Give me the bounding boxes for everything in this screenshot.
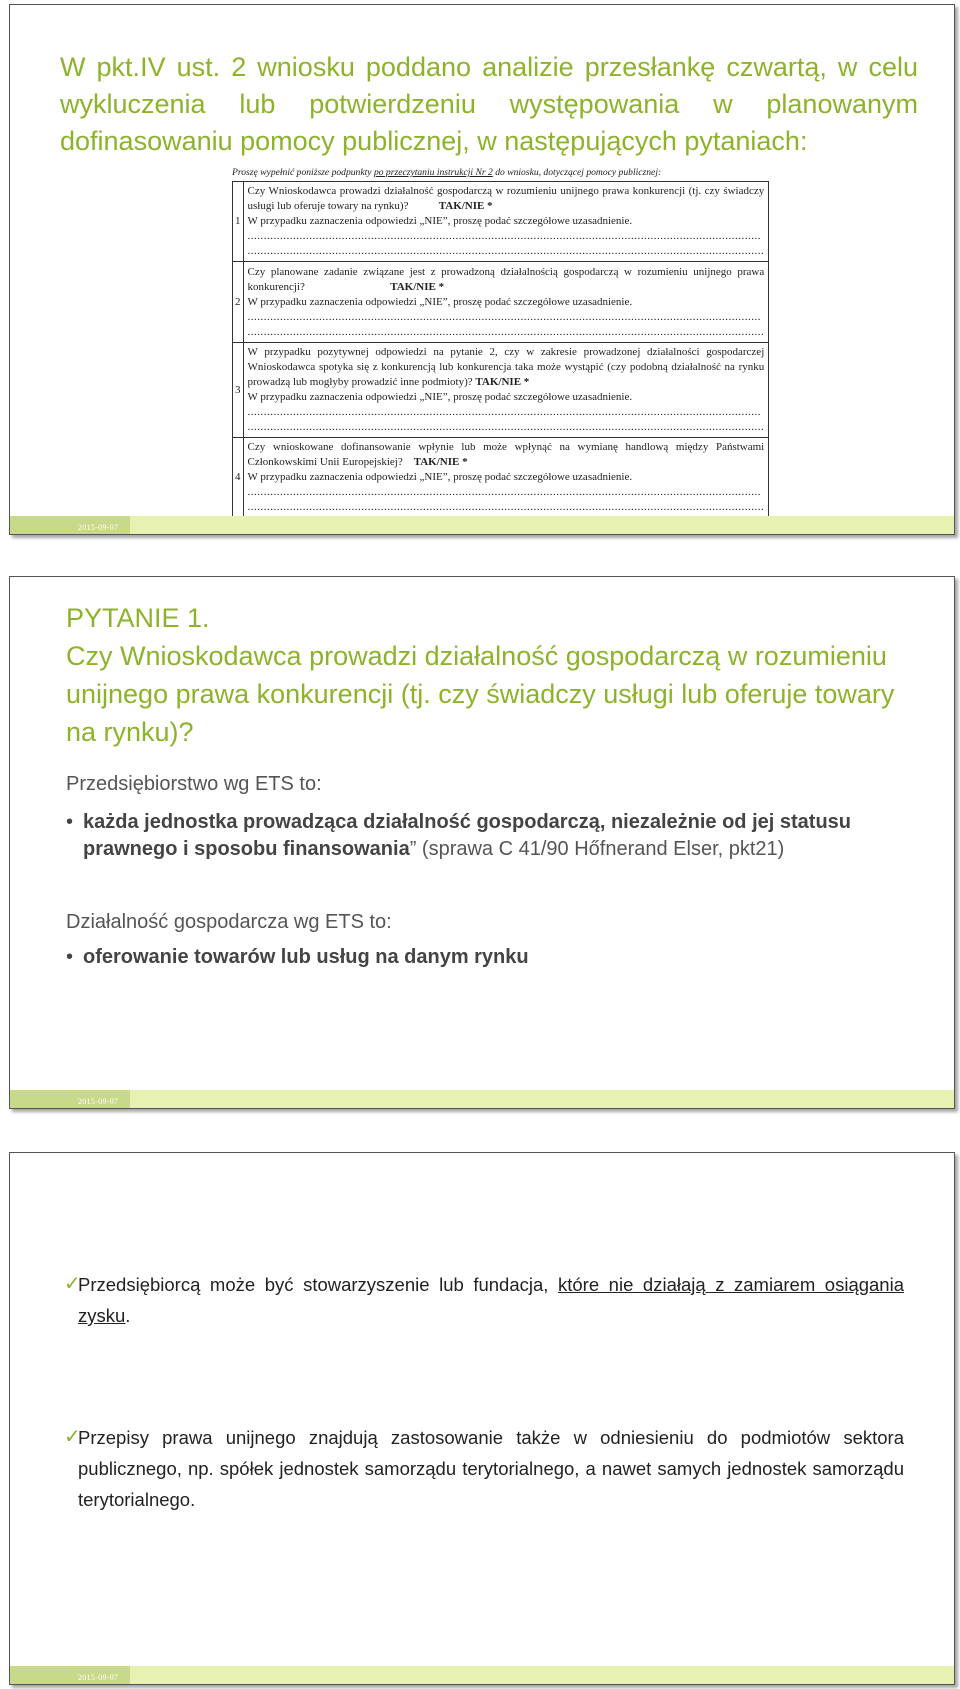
row-content — [243, 182, 769, 262]
row-number: 2 — [233, 262, 244, 343]
row-number: 1 — [233, 182, 244, 262]
form-intro-text — [232, 167, 752, 178]
row-number: 3 — [233, 343, 244, 438]
footer-light-segment — [130, 516, 954, 534]
question-text: Czy wnioskowane dofinansowanie wpłynie lub może wpłynąć na wymianę handlową między Państwami Członkowskimi Unii Europejskiej? — [247, 441, 765, 468]
slide-footer-bar — [10, 516, 954, 534]
checkmark-icon: ✓ — [64, 1273, 81, 1295]
definition-label: Przedsiębiorstwo wg ETS to: — [66, 773, 322, 795]
slide-1 — [9, 4, 955, 535]
item-text: Przedsiębiorcą może być stowarzyszenie lub fundacja, — [78, 1274, 558, 1295]
case-reference: ” (sprawa C 41/90 Hőfnerand Elser, pkt21) — [409, 838, 785, 860]
row-content — [243, 343, 769, 438]
justification-text: W przypadku zaznaczenia odpowiedzi „NIE”, proszę podać szczegółowe uzasadnienie. — [247, 471, 633, 483]
justification-text: W przypadku zaznaczenia odpowiedzi „NIE”, proszę podać szczegółowe uzasadnienie. — [247, 215, 633, 227]
question-text: Czy Wnioskodawca prowadzi działalność gospodarczą w rozumieniu unijnego prawa konkurencji (tj. czy świadczy usługi lub oferuje towary na rynku)? — [66, 641, 895, 747]
dotted-line: ............................................................................................................................................................... — [247, 245, 765, 257]
dotted-line: .............................................................................................................................................................. — [247, 230, 761, 242]
slide-3 — [9, 1152, 955, 1685]
bullet-point: • — [66, 946, 74, 968]
slide-date: 2015-09-07 — [78, 1097, 119, 1106]
table-row — [233, 262, 769, 343]
item-underlined-text: które nie działają z zamiarem osiągania zysku — [78, 1274, 904, 1326]
checkmark-icon: ✓ — [64, 1426, 81, 1448]
definition-label: Działalność gospodarcza wg ETS to: — [66, 911, 392, 933]
tak-nie-label: TAK/NIE * — [438, 200, 493, 212]
slide-date: 2015-09-07 — [78, 523, 119, 532]
row-content — [243, 438, 769, 518]
slide-2-heading — [66, 599, 916, 751]
row-content — [243, 262, 769, 343]
item-text: Przepisy prawa unijnego znajdują zastosowanie także w odniesieniu do podmiotów sektora publicznego, np. spółek jednostek samorządu terytorialnego, a nawet samych jednostek samorządu terytorialnego. — [78, 1427, 904, 1510]
questions-table — [232, 181, 769, 518]
slide-footer-bar — [10, 1666, 954, 1684]
justification-text: W przypadku zaznaczenia odpowiedzi „NIE”, proszę podać szczegółowe uzasadnienie. — [247, 391, 633, 403]
tak-nie-label: TAK/NIE * — [413, 456, 468, 468]
checklist-item — [64, 1422, 904, 1515]
definition-bold-text: każda jednostka prowadząca działalność gospodarczą, niezależnie od jej statusu prawnego i sposobu finansowania — [83, 811, 851, 860]
row-number: 4 — [233, 438, 244, 518]
slide-date: 2015-09-07 — [78, 1673, 119, 1682]
footer-light-segment — [130, 1090, 954, 1108]
item-text-end: . — [125, 1305, 131, 1326]
question-text: Czy planowane zadanie związane jest z prowadzoną działalnością gospodarczą w rozumieniu unijnego prawa konkurencji? — [247, 265, 765, 293]
dotted-line: ............................................................................................................................................................... — [247, 421, 765, 433]
intro-before: Proszę wypełnić poniższe podpunkty — [232, 167, 374, 178]
question-text: Czy Wnioskodawca prowadzi działalność gospodarczą w rozumieniu unijnego prawa konkurencji (tj. czy świadczy usługi lub oferuje towary na rynku)? — [247, 185, 765, 212]
bullet-point: • — [66, 811, 74, 833]
slide-1-title: W pkt.IV ust. 2 wniosku poddano analizie przesłankę czwartą, w celu wykluczenia lub potwierdzeniu występowania w planowanym dofinasowaniu pomocy publicznej, w następujących pytaniach: — [60, 52, 918, 156]
table-row — [233, 438, 769, 518]
dotted-line: .............................................................................................................................................................. — [247, 406, 761, 418]
question-text: W przypadku pozytywnej odpowiedzi na pytanie 2, czy w zakresie prowadzonej działalności gospodarczej Wnioskodawca spotyka się z konkurencją lub konkurencja taka może wystąpić (czy podobną działalność na rynku prowadzą lub mogłyby prowadzić inne podmioty)? — [247, 346, 765, 388]
definition-bullet — [66, 809, 886, 863]
definition-bullet — [66, 944, 886, 971]
slide-2 — [9, 576, 955, 1109]
tak-nie-label: TAK/NIE * — [475, 376, 530, 388]
intro-after: do wniosku, dotyczącej pomocy publicznej: — [492, 167, 662, 178]
table-row — [233, 343, 769, 438]
footer-light-segment — [130, 1666, 954, 1684]
intro-instruction-link: po przeczytaniu instrukcji Nr 2 — [373, 167, 493, 178]
tak-nie-label: TAK/NIE * — [390, 280, 445, 293]
dotted-line: .............................................................................................................................................................. — [247, 486, 761, 498]
dotted-line: ............................................................................................................................................................... — [247, 325, 765, 338]
dotted-line: .............................................................................................................................................................. — [247, 310, 761, 323]
slide-footer-bar — [10, 1090, 954, 1108]
question-number: PYTANIE 1. — [66, 603, 210, 633]
table-row — [233, 182, 769, 262]
definition-bold-text: oferowanie towarów lub usług na danym rynku — [83, 946, 529, 968]
justification-text: W przypadku zaznaczenia odpowiedzi „NIE”, proszę podać szczegółowe uzasadnienie. — [247, 295, 633, 308]
dotted-line: ............................................................................................................................................................... — [247, 501, 765, 513]
checklist-item — [64, 1269, 904, 1331]
